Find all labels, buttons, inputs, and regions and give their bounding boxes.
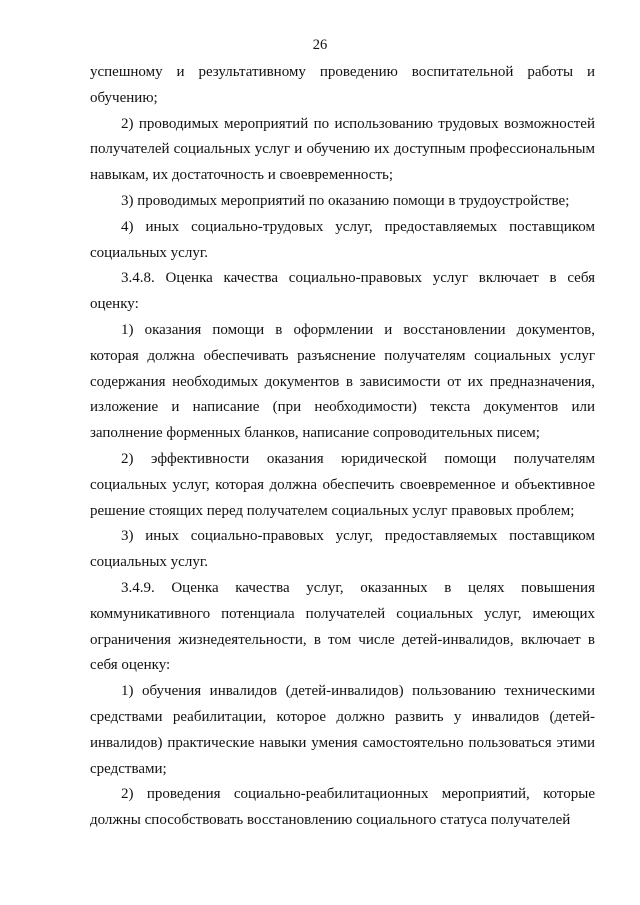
page-number: 26	[312, 37, 328, 53]
paragraph-communication-item-2: 2) проведения социально-реабилитационных мероприятий, которые должны способствовать восстановлению социального статуса получателей	[90, 786, 595, 829]
paragraph-legal-item-3: 3) иных социально-правовых услуг, предоставляемых поставщиком социальных услуг.	[90, 528, 595, 571]
paragraph-section-3-4-9: 3.4.9. Оценка качества услуг, оказанных в целях повышения коммуникативного потенциала получателей социальных услуг, имеющих ограничения жизнедеятельности, в том числе детей-инвалидов, включает в себя оценку:	[90, 579, 595, 674]
paragraph-section-3-4-8: 3.4.8. Оценка качества социально-правовых услуг включает в себя оценку:	[90, 270, 595, 313]
paragraph-legal-item-2: 2) эффективности оказания юридической помощи получателям социальных услуг, которая должна обеспечить своевременное и объективное решение стоящих перед получателем социальных услуг правовых проблем;	[90, 450, 595, 519]
paragraph-communication-item-1: 1) обучения инвалидов (детей-инвалидов) пользованию техническими средствами реабилитации, которое должно развить у инвалидов (детей-инвалидов) практические навыки умения самостоятельно пользоваться этими средствами;	[90, 683, 595, 777]
paragraph-labor-item-2: 2) проводимых мероприятий по использованию трудовых возможностей получателей социальных услуг и обучению их доступным профессиональным навыкам, их достаточность и своевременность;	[90, 115, 595, 184]
paragraph-labor-item-4: 4) иных социально-трудовых услуг, предоставляемых поставщиком социальных услуг.	[90, 218, 595, 261]
body-text	[90, 60, 595, 834]
paragraph-legal-item-1: 1) оказания помощи в оформлении и восстановлении документов, которая должна обеспечивать разъяснение получателям социальных услуг содержания необходимых документов в зависимости от их предназначения, изложение и написание (при необходимости) текста документов или заполнение форменных бланков, написание сопроводительных писем;	[90, 321, 595, 442]
paragraph-continuation: успешному и результативному проведению воспитательной работы и обучению;	[90, 64, 595, 106]
paragraph-labor-item-3: 3) проводимых мероприятий по оказанию помощи в трудоустройстве;	[121, 192, 570, 209]
